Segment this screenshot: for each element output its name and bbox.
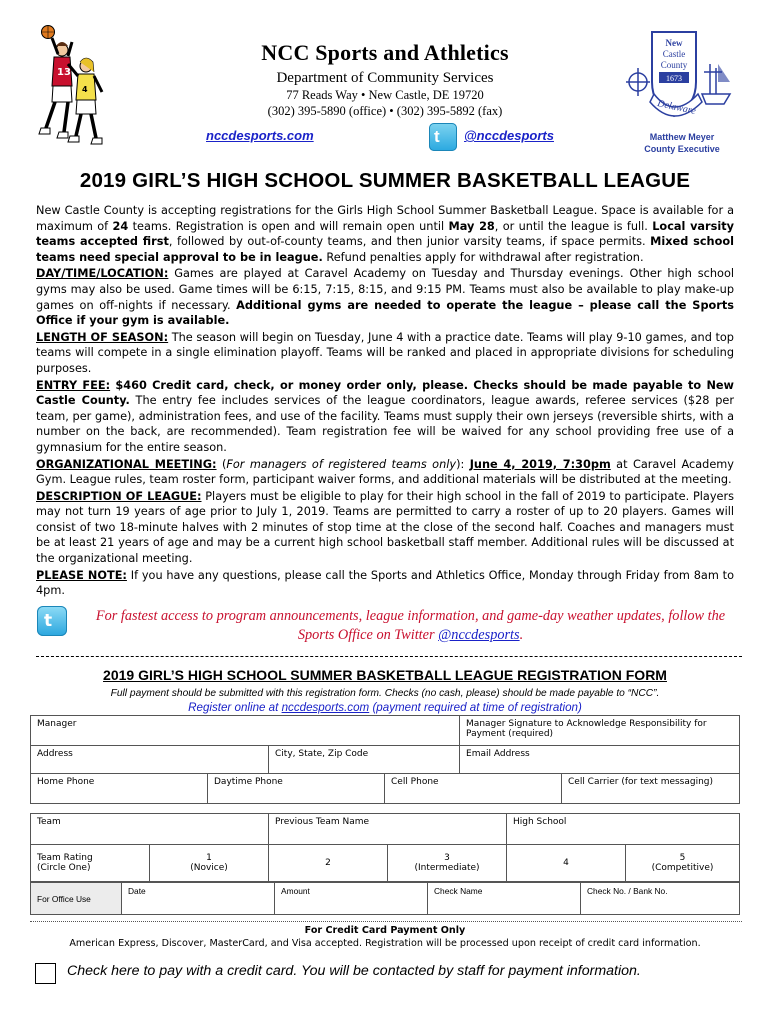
manager-field[interactable]: Manager <box>31 716 460 746</box>
contact-table <box>30 715 740 774</box>
executive-name: Matthew Meyer <box>649 132 715 142</box>
office-check-name-field: Check Name <box>428 883 581 915</box>
twitter-icon[interactable]: t <box>37 606 67 636</box>
rating-option-3[interactable]: 3 (Intermediate) <box>388 845 507 882</box>
rating-option-1[interactable]: 1 (Novice) <box>150 845 269 882</box>
svg-text:13: 13 <box>57 67 71 78</box>
high-school-field[interactable]: High School <box>507 814 740 845</box>
credit-card-title: For Credit Card Payment Only <box>304 925 466 936</box>
note-paragraph: PLEASE NOTE: If you have any questions, please call the Sports and Athletics Office, Monday through Friday from 8am to 4pm. <box>36 568 734 598</box>
form-title: 2019 GIRL’S HIGH SCHOOL SUMMER BASKETBALL LEAGUE REGISTRATION FORM <box>103 667 667 683</box>
rating-option-2[interactable]: 2 <box>269 845 388 882</box>
register-online-note: Register online at nccdesports.com (payment required at time of registration) <box>188 701 582 714</box>
rating-option-4[interactable]: 4 <box>507 845 626 882</box>
seal-text-1: New <box>665 38 683 48</box>
twitter-follow-note: For fastest access to program announcements, league information, and game-day weather updates, follow the Sports Office on Twitter @nccdesports. <box>95 608 726 643</box>
credit-divider <box>30 921 742 922</box>
county-seal-logo <box>618 24 746 156</box>
office-amount-field: Amount <box>275 883 428 915</box>
header-block <box>200 40 570 119</box>
seal-text-3: County <box>660 60 688 70</box>
previous-team-field[interactable]: Previous Team Name <box>269 814 507 845</box>
team-field[interactable]: Team <box>31 814 269 845</box>
register-online-link[interactable]: nccdesports.com <box>281 701 370 714</box>
org-title: NCC Sports and Athletics <box>261 40 509 65</box>
day-time-location-paragraph: DAY/TIME/LOCATION: Games are played at Caravel Academy on Tuesday and Thursday evenings. Other high school gyms may also be used. Game times will be 6:15, 7:15, 8:15, and 9:15 PM. Teams must also be available to play make-up games on off-nights if necessary. Additional gyms are needed to operate the league – please call the Sports Office if your gym is available. <box>36 267 734 328</box>
team-table <box>30 813 740 882</box>
seal-text-4: 1673 <box>666 74 682 83</box>
city-state-zip-field[interactable]: City, State, Zip Code <box>269 746 460 774</box>
phone-table <box>30 773 740 804</box>
org-phones: (302) 395-5890 (office) • (302) 395-5892 (fax) <box>267 104 503 118</box>
manager-signature-field[interactable]: Manager Signature to Acknowledge Responsibility for Payment (required) <box>460 716 740 746</box>
office-use-table <box>30 882 740 915</box>
address-field[interactable]: Address <box>31 746 269 774</box>
credit-card-text: American Express, Discover, MasterCard, and Visa accepted. Registration will be processed upon receipt of credit card information. <box>69 938 701 949</box>
description-paragraph: DESCRIPTION OF LEAGUE: Players must be eligible to play for their high school in the fall of 2019 to participate. Players may not turn 19 years of age prior to July 1, 2019. Teams are permitted to carry a roster of up to 20 players. Games will consist of two 18-minute halves with 2 minutes of stop time at the close of the second half. Coaches and managers must be at least 21 years of age and may be a current high school basketball staff member. Additional rules will be discussed at the organizational meeting. <box>36 489 734 566</box>
twitter-link[interactable]: @nccdesports <box>464 128 554 143</box>
org-department: Department of Community Services <box>276 70 494 86</box>
main-title: 2019 GIRL’S HIGH SCHOOL SUMMER BASKETBALL LEAGUE <box>79 169 691 192</box>
office-check-number-field: Check No. / Bank No. <box>581 883 740 915</box>
seal-text-2: Castle <box>662 49 686 59</box>
office-date-field: Date <box>122 883 275 915</box>
meeting-paragraph: ORGANIZATIONAL MEETING: (For managers of registered teams only): June 4, 2019, 7:30pm at Caravel Academy Gym. League rules, team roster form, participant waiver forms, and additional materials will be distributed at the meeting. <box>36 457 734 487</box>
seal-text-5: Delaware <box>656 98 697 117</box>
office-use-label: For Office Use <box>31 883 122 915</box>
basketball-players-illustration <box>28 24 108 150</box>
twitter-icon[interactable]: t <box>429 123 457 151</box>
form-subtitle: Full payment should be submitted with this registration form. Checks (no cash, please) should be made payable to “NCC”. <box>110 688 660 699</box>
team-rating-label: Team Rating (Circle One) <box>31 845 150 882</box>
rating-option-5[interactable]: 5 (Competitive) <box>626 845 740 882</box>
home-phone-field[interactable]: Home Phone <box>31 774 208 804</box>
cell-phone-field[interactable]: Cell Phone <box>385 774 562 804</box>
daytime-phone-field[interactable]: Daytime Phone <box>208 774 385 804</box>
cut-line <box>36 656 742 657</box>
executive-title: County Executive <box>644 144 720 154</box>
cell-carrier-field[interactable]: Cell Carrier (for text messaging) <box>562 774 740 804</box>
website-link[interactable]: nccdesports.com <box>206 128 314 143</box>
credit-card-checkbox[interactable] <box>35 963 56 984</box>
intro-paragraph: New Castle County is accepting registrations for the Girls High School Summer Basketball League. Space is available for a maximum of 24 teams. Registration is open and will remain open until May 28, or until the league is full. Local varsity teams accepted first, followed by out-of-county teams, and then junior varsity teams, if space permits. Mixed school teams need special approval to be in league. Refund penalties apply for withdrawal after registration. <box>36 204 734 264</box>
entry-fee-paragraph: ENTRY FEE: $460 Credit card, check, or money order only, please. Checks should be made payable to New Castle County. The entry fee includes services of the league coordinators, league awards, referee services ($28 per team, per game), administration fees, and use of the facility. Teams must supply their own jerseys (reversible shirts, with a number on the back, are recommended). Team registration fee will be waived for any school providing free use of a gymnasium for the entire season. <box>36 378 734 454</box>
email-field[interactable]: Email Address <box>460 746 740 774</box>
twitter-follow-link[interactable]: @nccdesports <box>438 627 520 643</box>
org-address: 77 Reads Way • New Castle, DE 19720 <box>286 88 484 102</box>
season-paragraph: LENGTH OF SEASON: The season will begin on Tuesday, June 4 with a practice date. Teams will play 9-10 games, and top teams will compete in a single elimination playoff. Teams will be ranked and placed in appropriate divisions for scheduling purposes. <box>36 330 734 375</box>
header-links <box>200 125 570 151</box>
credit-card-check-label: Check here to pay with a credit card. You will be contacted by staff for payment information. <box>67 963 641 979</box>
info-body <box>36 203 734 600</box>
svg-text:4: 4 <box>82 85 88 94</box>
